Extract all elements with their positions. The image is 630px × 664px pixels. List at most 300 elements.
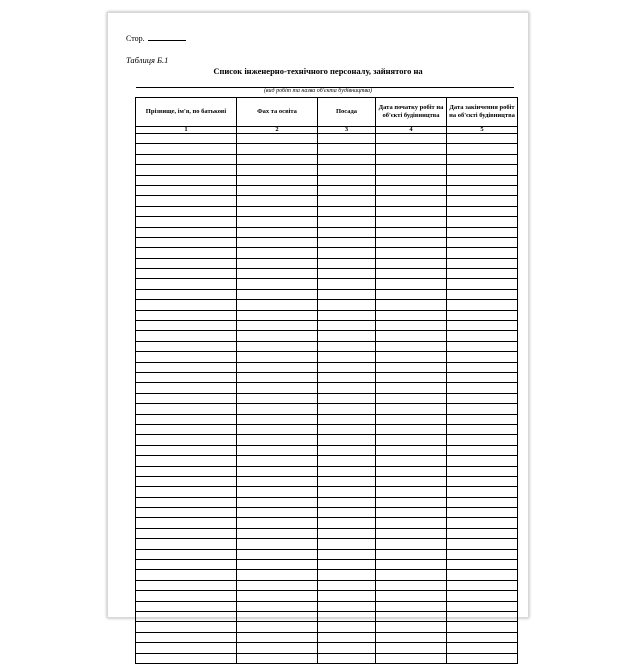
table-cell (318, 435, 376, 445)
table-cell (136, 248, 237, 258)
table-cell (376, 518, 447, 528)
table-row (136, 414, 518, 424)
table-cell (136, 175, 237, 185)
table-cell (318, 591, 376, 601)
table-cell (136, 372, 237, 382)
table-cell (447, 217, 518, 227)
table-row (136, 445, 518, 455)
table-cell (447, 258, 518, 268)
table-row (136, 279, 518, 289)
table-cell (318, 456, 376, 466)
table-cell (136, 196, 237, 206)
table-cell (447, 435, 518, 445)
table-cell (136, 560, 237, 570)
table-cell (318, 549, 376, 559)
table-cell (318, 518, 376, 528)
table-row (136, 404, 518, 414)
table-cell (447, 611, 518, 621)
table-cell (136, 611, 237, 621)
table-cell (376, 456, 447, 466)
table-cell (237, 185, 318, 195)
table-cell (237, 476, 318, 486)
table-cell (376, 289, 447, 299)
column-header-name: Прізвище, ім'я, по батькові (136, 98, 237, 127)
table-cell (136, 528, 237, 538)
table-cell (447, 528, 518, 538)
table-cell (447, 570, 518, 580)
table-cell (237, 508, 318, 518)
page-number-blank (148, 40, 186, 41)
table-cell (376, 528, 447, 538)
table-cell (318, 560, 376, 570)
table-cell (318, 331, 376, 341)
table-row (136, 196, 518, 206)
table-row (136, 352, 518, 362)
table-cell (136, 508, 237, 518)
table-cell (237, 321, 318, 331)
table-cell (318, 508, 376, 518)
table-cell (237, 539, 318, 549)
page-number-label: Стор. (126, 34, 145, 43)
table-cell (376, 497, 447, 507)
table-cell (237, 518, 318, 528)
table-cell (136, 134, 237, 144)
table-cell (136, 445, 237, 455)
table-cell (136, 165, 237, 175)
table-row (136, 643, 518, 653)
table-cell (237, 580, 318, 590)
table-cell (376, 383, 447, 393)
table-cell (136, 362, 237, 372)
table-row (136, 165, 518, 175)
table-cell (237, 643, 318, 653)
personnel-table (135, 97, 518, 664)
table-cell (376, 165, 447, 175)
table-row (136, 134, 518, 144)
table-cell (447, 227, 518, 237)
table-cell (318, 196, 376, 206)
table-cell (376, 393, 447, 403)
table-row (136, 580, 518, 590)
table-cell (237, 362, 318, 372)
table-cell (318, 362, 376, 372)
table-cell (237, 134, 318, 144)
table-cell (136, 331, 237, 341)
table-cell (136, 580, 237, 590)
table-row (136, 456, 518, 466)
table-cell (447, 476, 518, 486)
table-cell (376, 269, 447, 279)
table-cell (136, 466, 237, 476)
table-cell (136, 144, 237, 154)
table-cell (237, 331, 318, 341)
table-cell (136, 300, 237, 310)
document-title: Список інженерно-технічного персоналу, зайнятого на (213, 66, 423, 76)
column-number-row (136, 127, 518, 134)
table-cell (318, 227, 376, 237)
column-header-end-date: Дата закінчення робіт на об'єкті будівництва (447, 98, 518, 127)
table-cell (318, 372, 376, 382)
table-cell (318, 528, 376, 538)
table-row (136, 435, 518, 445)
table-cell (237, 217, 318, 227)
table-cell (237, 456, 318, 466)
table-cell (447, 248, 518, 258)
table-cell (318, 258, 376, 268)
table-row (136, 227, 518, 237)
page-number-field (126, 34, 186, 43)
table-cell (376, 580, 447, 590)
table-row (136, 508, 518, 518)
table-cell (318, 404, 376, 414)
table-cell (237, 466, 318, 476)
table-cell (136, 237, 237, 247)
table-cell (136, 435, 237, 445)
table-cell (318, 165, 376, 175)
table-cell (237, 206, 318, 216)
table-cell (376, 591, 447, 601)
table-cell (318, 570, 376, 580)
table-row (136, 424, 518, 434)
table-cell (136, 414, 237, 424)
table-cell (376, 414, 447, 424)
table-cell (136, 487, 237, 497)
table-cell (237, 560, 318, 570)
table-cell (237, 154, 318, 164)
table-row (136, 476, 518, 486)
table-reference: Таблиця Б.1 (126, 55, 169, 65)
table-cell (447, 653, 518, 663)
table-cell (376, 217, 447, 227)
table-row (136, 258, 518, 268)
table-cell (318, 352, 376, 362)
table-row (136, 466, 518, 476)
table-cell (318, 632, 376, 642)
table-cell (237, 227, 318, 237)
table-cell (376, 279, 447, 289)
table-cell (376, 466, 447, 476)
table-cell (136, 352, 237, 362)
table-cell (136, 643, 237, 653)
table-cell (447, 383, 518, 393)
table-row (136, 144, 518, 154)
table-cell (237, 372, 318, 382)
table-cell (136, 476, 237, 486)
table-cell (237, 196, 318, 206)
table-cell (136, 310, 237, 320)
table-row (136, 570, 518, 580)
table-cell (318, 144, 376, 154)
table-cell (237, 165, 318, 175)
table-cell (376, 227, 447, 237)
table-cell (136, 341, 237, 351)
table-cell (318, 643, 376, 653)
table-row (136, 206, 518, 216)
table-cell (318, 206, 376, 216)
table-cell (318, 497, 376, 507)
table-cell (376, 352, 447, 362)
table-header-row (136, 98, 518, 127)
table-row (136, 185, 518, 195)
table-cell (237, 383, 318, 393)
table-cell (318, 154, 376, 164)
table-cell (136, 289, 237, 299)
table-cell (447, 456, 518, 466)
table-cell (237, 570, 318, 580)
table-cell (376, 476, 447, 486)
table-cell (447, 549, 518, 559)
table-cell (376, 300, 447, 310)
table-row (136, 611, 518, 621)
table-cell (318, 175, 376, 185)
table-row (136, 362, 518, 372)
table-cell (136, 591, 237, 601)
table-cell (318, 217, 376, 227)
table-cell (237, 622, 318, 632)
table-cell (447, 310, 518, 320)
table-row (136, 653, 518, 663)
table-row (136, 310, 518, 320)
table-cell (237, 300, 318, 310)
table-cell (136, 653, 237, 663)
table-row (136, 528, 518, 538)
table-row (136, 497, 518, 507)
table-cell (376, 570, 447, 580)
table-cell (447, 404, 518, 414)
table-row (136, 601, 518, 611)
table-cell (136, 227, 237, 237)
table-cell (237, 591, 318, 601)
table-cell (447, 352, 518, 362)
table-cell (318, 341, 376, 351)
table-cell (376, 341, 447, 351)
table-cell (136, 404, 237, 414)
table-cell (318, 279, 376, 289)
table-row (136, 622, 518, 632)
table-cell (376, 310, 447, 320)
table-cell (376, 445, 447, 455)
table-cell (447, 560, 518, 570)
table-cell (136, 497, 237, 507)
column-number: 5 (447, 127, 518, 134)
table-cell (376, 134, 447, 144)
site-name-caption: (вид робіт та назва об'єкта будівництва) (263, 88, 373, 94)
table-cell (136, 456, 237, 466)
table-cell (237, 144, 318, 154)
table-cell (318, 580, 376, 590)
table-row (136, 321, 518, 331)
table-cell (447, 622, 518, 632)
table-row (136, 560, 518, 570)
table-cell (237, 269, 318, 279)
table-cell (237, 528, 318, 538)
table-cell (376, 643, 447, 653)
table-cell (376, 611, 447, 621)
table-cell (136, 539, 237, 549)
table-cell (447, 331, 518, 341)
table-cell (136, 570, 237, 580)
table-cell (237, 175, 318, 185)
table-cell (237, 424, 318, 434)
table-row (136, 383, 518, 393)
table-cell (318, 310, 376, 320)
table-row (136, 518, 518, 528)
table-cell (318, 424, 376, 434)
table-cell (376, 196, 447, 206)
table-cell (237, 341, 318, 351)
table-cell (447, 206, 518, 216)
table-cell (237, 653, 318, 663)
column-header-specialty: Фах та освіта (237, 98, 318, 127)
table-cell (237, 352, 318, 362)
table-row (136, 175, 518, 185)
table-row (136, 154, 518, 164)
table-row (136, 331, 518, 341)
table-cell (447, 362, 518, 372)
table-cell (376, 372, 447, 382)
table-cell (318, 445, 376, 455)
table-cell (447, 341, 518, 351)
table-cell (447, 518, 518, 528)
table-row (136, 248, 518, 258)
table-cell (376, 258, 447, 268)
table-cell (447, 196, 518, 206)
table-cell (447, 424, 518, 434)
table-cell (237, 414, 318, 424)
table-cell (318, 237, 376, 247)
table-cell (237, 435, 318, 445)
table-row (136, 289, 518, 299)
table-row (136, 632, 518, 642)
table-cell (237, 404, 318, 414)
table-row (136, 341, 518, 351)
table-cell (318, 611, 376, 621)
table-cell (376, 154, 447, 164)
table-cell (136, 424, 237, 434)
table-cell (447, 165, 518, 175)
table-cell (136, 622, 237, 632)
table-row (136, 539, 518, 549)
table-cell (447, 269, 518, 279)
table-cell (447, 632, 518, 642)
table-cell (447, 601, 518, 611)
table-cell (376, 144, 447, 154)
table-cell (447, 497, 518, 507)
table-cell (136, 258, 237, 268)
table-row (136, 269, 518, 279)
table-cell (376, 632, 447, 642)
table-cell (318, 269, 376, 279)
column-number: 2 (237, 127, 318, 134)
table-cell (376, 539, 447, 549)
table-cell (136, 269, 237, 279)
table-cell (376, 321, 447, 331)
table-cell (237, 601, 318, 611)
table-cell (318, 414, 376, 424)
table-cell (447, 393, 518, 403)
table-cell (447, 321, 518, 331)
table-row (136, 237, 518, 247)
table-cell (447, 466, 518, 476)
column-number: 3 (318, 127, 376, 134)
table-cell (376, 508, 447, 518)
table-cell (376, 601, 447, 611)
table-cell (318, 134, 376, 144)
table-cell (447, 643, 518, 653)
table-cell (447, 539, 518, 549)
column-header-start-date: Дата початку робіт на об'єкті будівництва (376, 98, 447, 127)
table-cell (318, 539, 376, 549)
table-cell (237, 611, 318, 621)
table-cell (136, 601, 237, 611)
table-cell (318, 248, 376, 258)
table-cell (318, 321, 376, 331)
table-cell (136, 321, 237, 331)
table-cell (318, 393, 376, 403)
table-cell (376, 362, 447, 372)
table-cell (237, 289, 318, 299)
table-cell (447, 580, 518, 590)
table-cell (447, 289, 518, 299)
table-cell (318, 601, 376, 611)
table-row (136, 372, 518, 382)
table-cell (447, 487, 518, 497)
table-cell (136, 279, 237, 289)
table-cell (136, 518, 237, 528)
table-cell (237, 248, 318, 258)
table-cell (447, 237, 518, 247)
table-cell (447, 445, 518, 455)
table-cell (237, 497, 318, 507)
table-cell (318, 476, 376, 486)
table-cell (376, 331, 447, 341)
table-cell (136, 549, 237, 559)
table-cell (237, 258, 318, 268)
table-cell (237, 237, 318, 247)
table-row (136, 591, 518, 601)
table-cell (318, 622, 376, 632)
table-cell (237, 487, 318, 497)
table-cell (237, 279, 318, 289)
column-number: 1 (136, 127, 237, 134)
table-cell (136, 383, 237, 393)
table-cell (237, 445, 318, 455)
table-cell (447, 279, 518, 289)
table-cell (136, 154, 237, 164)
document-page (107, 12, 529, 618)
table-cell (447, 300, 518, 310)
table-cell (376, 185, 447, 195)
table-row (136, 549, 518, 559)
table-cell (136, 393, 237, 403)
table-cell (376, 560, 447, 570)
table-cell (447, 144, 518, 154)
table-cell (136, 185, 237, 195)
table-cell (136, 632, 237, 642)
table-cell (318, 185, 376, 195)
table-cell (447, 154, 518, 164)
table-cell (447, 508, 518, 518)
table-cell (318, 383, 376, 393)
table-cell (376, 175, 447, 185)
column-header-position: Посада (318, 98, 376, 127)
column-number: 4 (376, 127, 447, 134)
table-cell (447, 591, 518, 601)
table-cell (376, 404, 447, 414)
table-cell (376, 248, 447, 258)
table-cell (318, 466, 376, 476)
table-cell (318, 300, 376, 310)
